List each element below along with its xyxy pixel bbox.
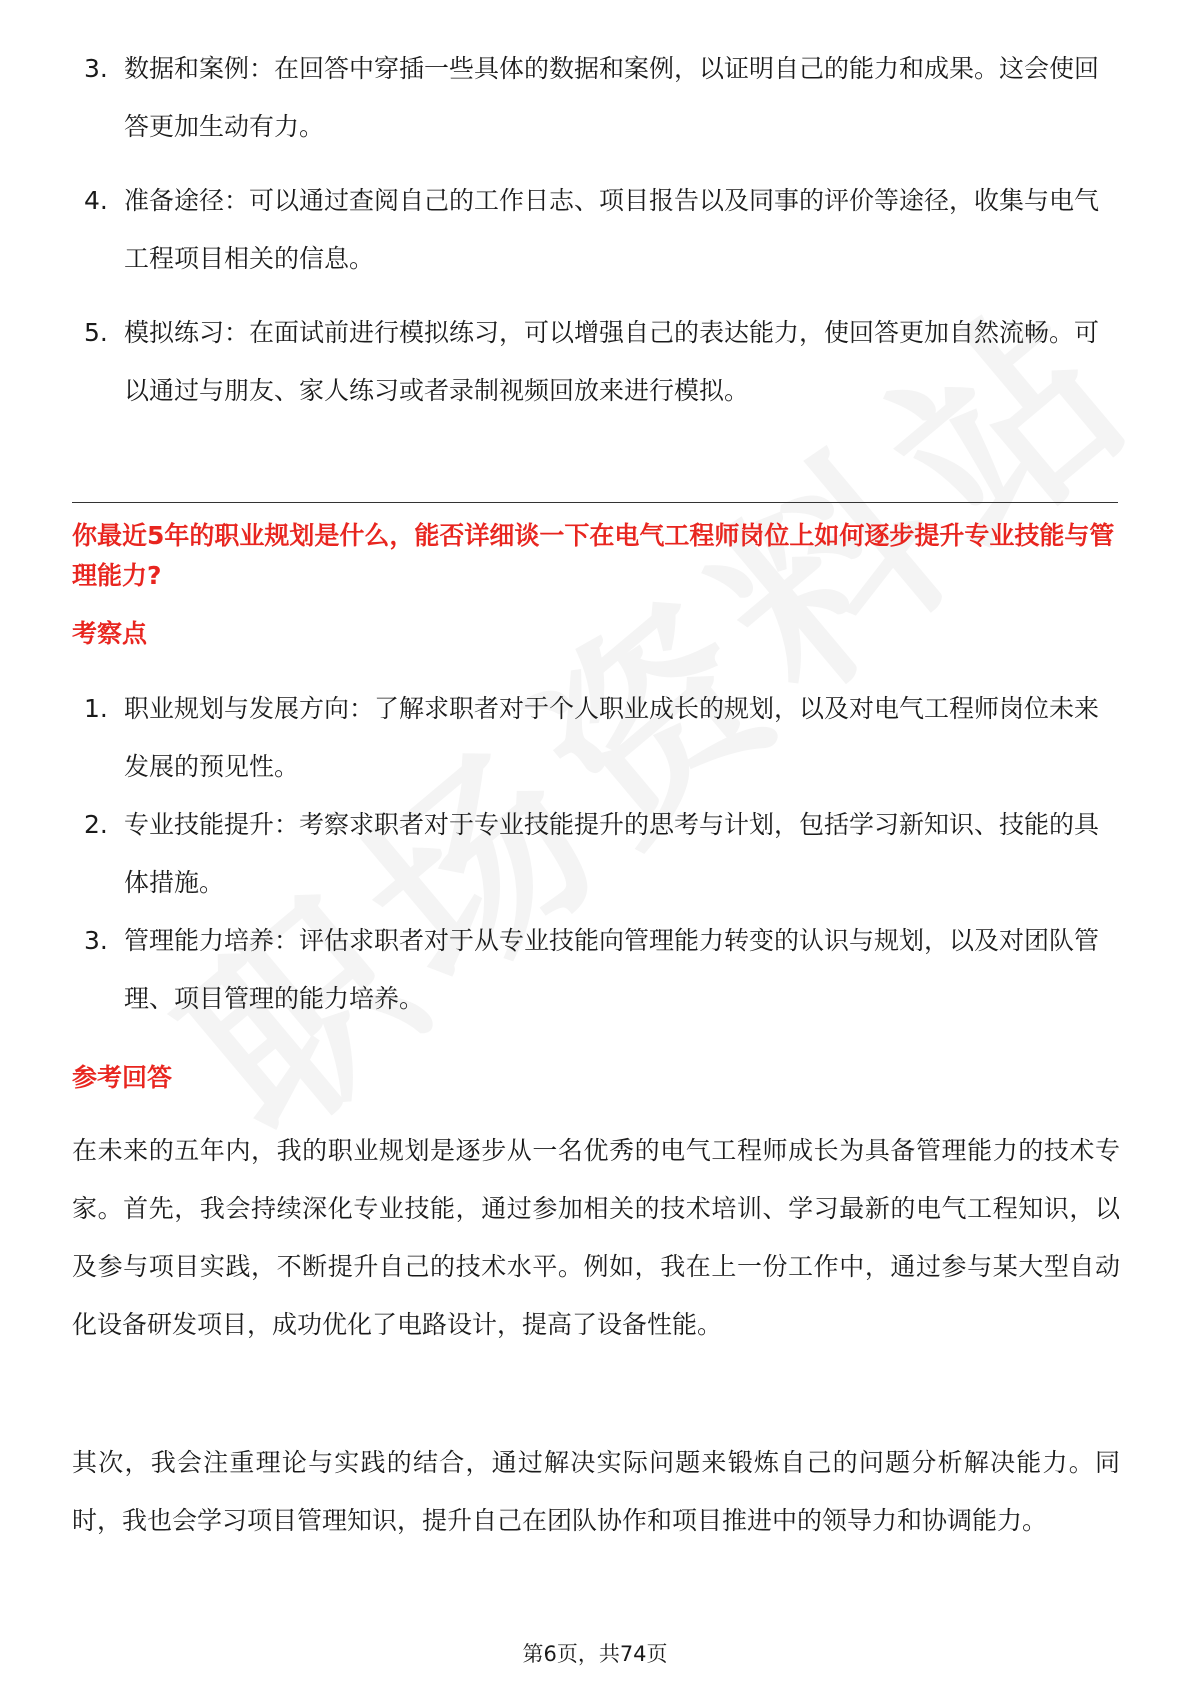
points-label: 考察点 bbox=[72, 619, 148, 648]
list-text: 数据和案例：在回答中穿插一些具体的数据和案例，以证明自己的能力和成果。这会使回答更加生动有力。 bbox=[124, 54, 1100, 141]
list-text: 职业规划与发展方向：了解求职者对于个人职业成长的规划，以及对电气工程师岗位未来发展的预见性。 bbox=[124, 694, 1100, 781]
list-text: 管理能力培养：评估求职者对于从专业技能向管理能力转变的认识与规划，以及对团队管理、项目管理的能力培养。 bbox=[124, 926, 1100, 1013]
list-item bbox=[72, 796, 1122, 912]
question-heading: 你最近5年的职业规划是什么，能否详细谈一下在电气工程师岗位上如何逐步提升专业技能与管理能力? bbox=[72, 521, 1115, 590]
list-number: 5. bbox=[84, 318, 108, 347]
section-divider bbox=[72, 502, 1118, 503]
list-number: 2. bbox=[84, 810, 108, 839]
list-item bbox=[72, 912, 1122, 1028]
list-number: 4. bbox=[84, 186, 108, 215]
list-number: 3. bbox=[84, 926, 108, 955]
list-item bbox=[72, 172, 1122, 288]
list-text: 模拟练习：在面试前进行模拟练习，可以增强自己的表达能力，使回答更加自然流畅。可以通过与朋友、家人练习或者录制视频回放来进行模拟。 bbox=[124, 318, 1100, 405]
list-item bbox=[72, 304, 1122, 420]
list-item bbox=[72, 40, 1122, 156]
answer-label: 参考回答 bbox=[72, 1063, 173, 1092]
list-text: 专业技能提升：考察求职者对于专业技能提升的思考与计划，包括学习新知识、技能的具体措施。 bbox=[124, 810, 1100, 897]
points-list bbox=[72, 680, 1122, 1028]
list-number: 3. bbox=[84, 54, 108, 83]
list-text: 准备途径：可以通过查阅自己的工作日志、项目报告以及同事的评价等途径，收集与电气工程项目相关的信息。 bbox=[124, 186, 1100, 273]
list-item bbox=[72, 680, 1122, 796]
page-number: 第6页，共74页 bbox=[522, 1642, 668, 1666]
answer-paragraph: 在未来的五年内，我的职业规划是逐步从一名优秀的电气工程师成长为具备管理能力的技术专家。首先，我会持续深化专业技能，通过参加相关的技术培训、学习最新的电气工程知识，以及参与项目实践，不断提升自己的技术水平。例如，我在上一份工作中，通过参与某大型自动化设备研发项目，成功优化了电路设计，提高了设备性能。 bbox=[72, 1136, 1120, 1339]
tips-list bbox=[72, 40, 1122, 420]
list-number: 1. bbox=[84, 694, 108, 723]
answer-paragraph: 其次，我会注重理论与实践的结合，通过解决实际问题来锻炼自己的问题分析解决能力。同时，我也会学习项目管理知识，提升自己在团队协作和项目推进中的领导力和协调能力。 bbox=[72, 1448, 1120, 1535]
